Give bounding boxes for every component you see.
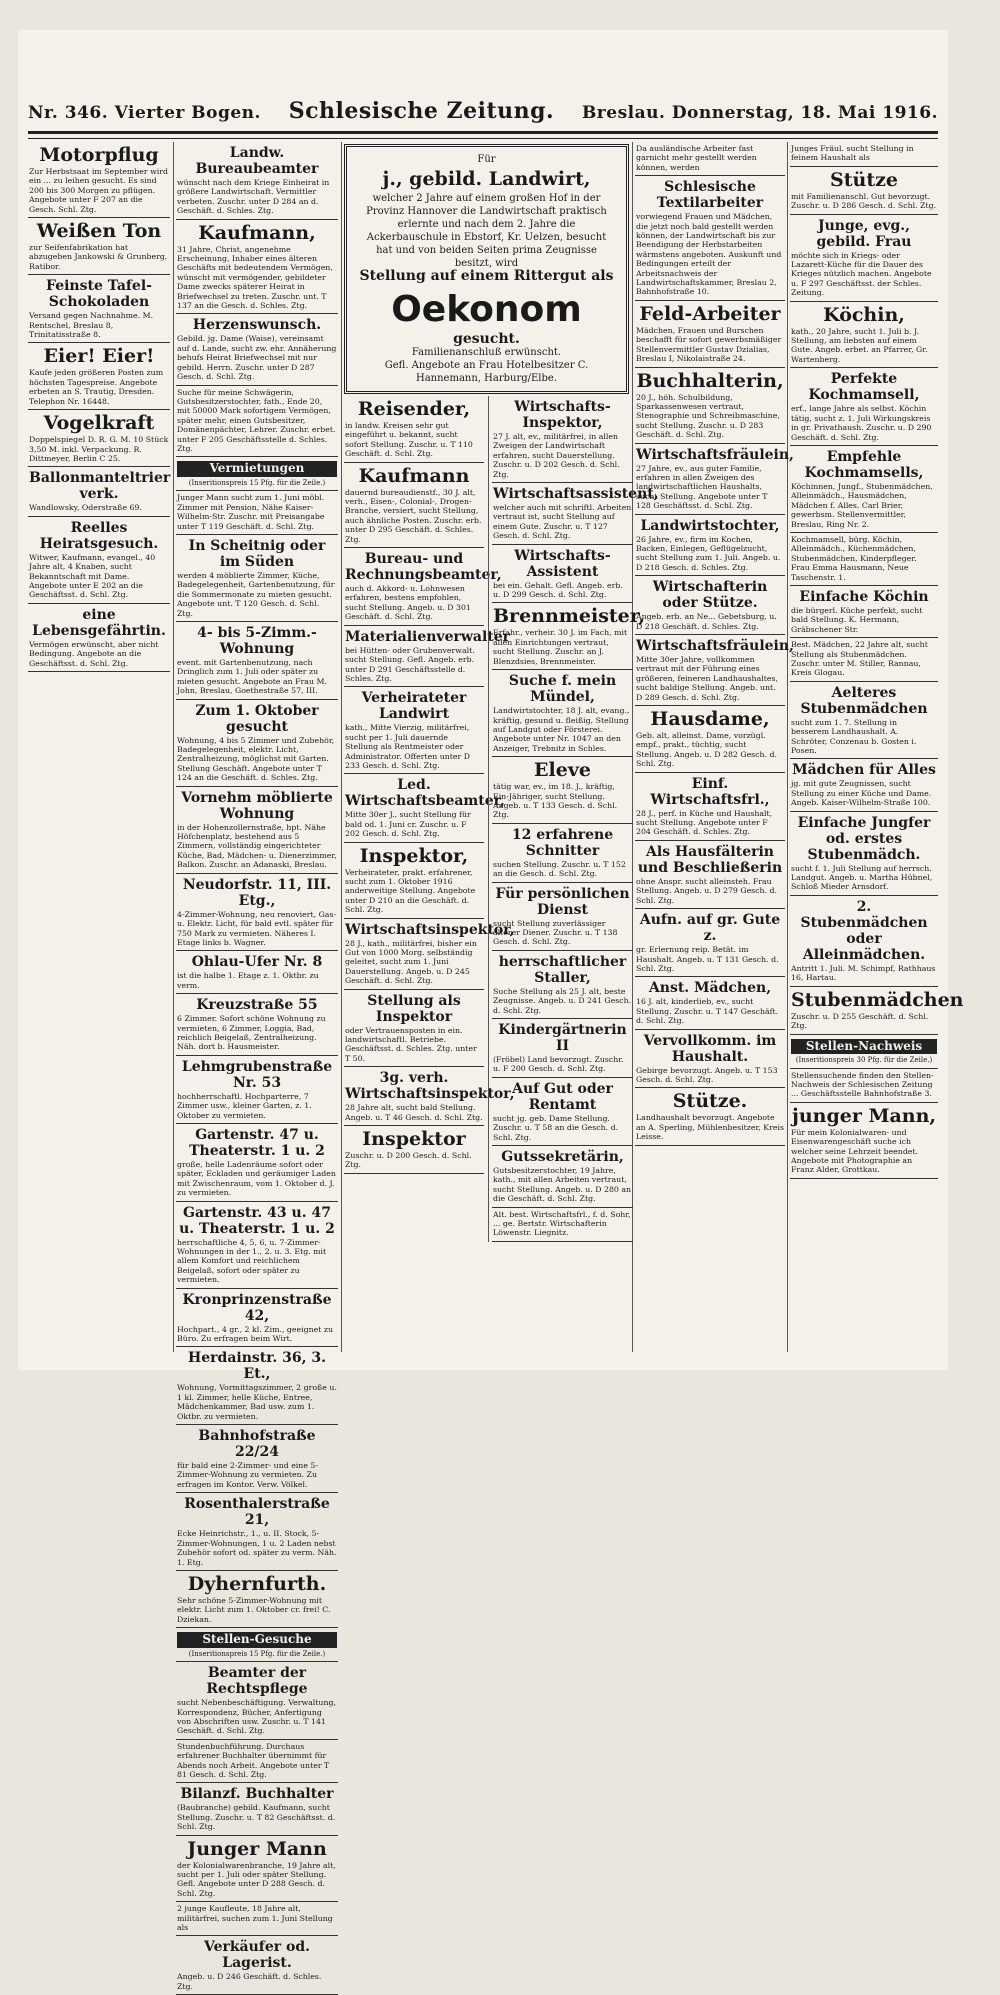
ad-text: sucht f. 1. Juli Stellung auf herrsch. Landgut. Angeb. u. Martha Hübnel, Schloß Mieder Arnsdorf. [791,863,933,892]
ad-headline: eine Lebensgefährtin. [32,606,166,639]
ad-text: Wohnung, 4 bis 5 Zimmer und Zubehör, Badegelegenheit, elektr. Licht, Zentralheizung, möglichst mit Garten. Stellung Geschäft. Angebote unter T 124 an die Geschäft. d. Schles. Ztg. [177,735,335,783]
ad-text: Gutsbesitzerstochter, 19 Jahre, kath., mit allen Arbeiten vertraut, sucht Stellung. Angeb. u. D 280 an die Geschäft. d. Schl. Ztg. [493,1166,632,1204]
feature-sought: gesucht. [453,331,520,347]
classified-ad [176,1936,338,1995]
ad-headline: Wirtschafts-Inspektor, [514,399,611,431]
classified-ad [176,1056,338,1124]
ad-text: Stellensuchende finden den Stellen-Nachweis der Schlesischen Zeitung ... Geschäftsstelle Bahnhofstraße 3. [791,1070,934,1099]
ad-headline: Rosenthalerstraße 21, [184,1496,330,1529]
ad-text: 28 J., perf. in Küche und Haushalt, sucht Stellung. Angebote unter F 204 Geschäft. d. Schles. Ztg. [636,808,773,837]
ad-text: Wohnung, Vormittagszimmer, 2 große u. 1 kl. Zimmer, helle Küche, Entree, Mädchenkammer, Bad usw. zum 1. Oktbr. zu vermieten. [177,1383,337,1421]
ad-headline: Schlesische Textilarbeiter [656,179,764,212]
ad-text: (Inseritionspreis 30 Pfg. für die Zeile.) [795,1055,933,1064]
classified-ad [344,626,511,688]
ad-text: die bürgerl. Küche perfekt, sucht bald Stellung. K. Hermann, Gräbschener Str. [791,605,923,634]
ad-text: in landw. Kreisen sehr gut eingeführt u. bekannt, sucht sofort Stellung. Zuschr. u. T 110 Geschäft. d. Schl. Ztg. [345,421,473,459]
classified-ad [176,700,338,787]
classified-ad [492,883,633,951]
feature-title: j., gebild. Landwirt, [382,168,591,190]
newspaper-title: Schlesische Zeitung. [288,98,555,124]
ad-headline: Landw. Bureaubeamter [195,145,319,177]
classified-ad [176,314,338,385]
ad-text: mit Familienanschl. Gut bevorzugt. Zuschr. u. D 286 Gesch. d. Schl. Ztg. [791,191,937,211]
column-divider [341,142,342,1352]
classified-ad [635,142,785,176]
classified-ad [492,1019,633,1078]
ad-text: Angeb. u. D 246 Geschäft. d. Schles. Ztg. [177,1972,322,1991]
ad-text: Mädchen, Frauen und Burschen beschafft für sofort gewerbsmäßiger Stellenvermittler Gustav Dzialias, Breslau I, Nikolaistraße 24. [636,325,782,364]
classified-ad [176,1783,338,1835]
classified-ad [28,343,170,410]
ad-text: Kaufe jeden größeren Posten zum höchsten Tagespreise. Angebote erbeten an S. Trautig, Dresden. Telephon Nr. 16448. [29,368,164,406]
ad-text: Zuschr. u. D 200 Gesch. d. Schl. Ztg. [345,1151,472,1170]
ad-text: Wandlowsky, Oderstraße 69. [29,503,142,513]
classified-ad [176,1628,338,1662]
ad-headline: Köchin, [823,303,905,326]
classified-ad [492,483,659,545]
ad-headline: Eleve [534,759,591,782]
ad-headline: Gutssekretärin, [501,1149,624,1166]
classified-ad [176,1289,338,1348]
classified-ad [344,774,505,842]
ad-headline: Kronprinzenstraße 42, [182,1291,332,1324]
ad-headline: Beamter der Rechtspflege [206,1665,308,1698]
ad-text: sucht Nebenbeschäftigung. Verwaltung, Korrespondenz, Bücher, Anfertigung von Abschriften usw. Zuschr. u. T 141 Geschäft. d. Schl. Ztg. [177,1698,336,1736]
ad-headline: Gartenstr. 43 u. 47 u. Theaterstr. 1 u. 2 [179,1204,335,1237]
column-5 [790,142,964,1352]
ad-headline: Kaufmann [358,464,470,487]
classified-ad [790,759,938,811]
classified-ad [176,386,338,458]
ad-headline: 3g. verh. Wirtschaftsinspektor, [345,1070,515,1103]
ad-text: 31 Jahre, Christ, angenehme Erscheinung, Inhaber eines älteren Geschäfts mit bedeutendem Vermögen, wünscht mit vermögender, gebildeter Dame zwecks späterer Heirat in Briefwechsel zu treten. Zuschr. unt. T 137 an die Gesch. d. Schles. Ztg. [177,244,333,311]
classified-ad [635,515,785,577]
ad-headline: Reisender, [357,398,471,420]
ad-text: Gebirge bevorzugt. Angeb. u. T 153 Gesch. d. Schl. Ztg. [636,1065,778,1084]
ad-text: (Fröbel) Land bevorzugt. Zuschr. u. F 200 Gesch. d. Schl. Ztg. [493,1055,624,1074]
ad-text: Landwirtstochter, 18 J. alt, evang., kräftig, gesund u. fleißig, Stellung auf Landgut oder Försterei. Angebote unter Nr. 1047 an den Anzeiger, Trebnitz in Schles. [493,706,630,753]
ad-headline: Perfekte Kochmamsell, [808,371,920,404]
classified-ad [492,603,645,670]
masthead [28,98,938,128]
ad-text: bei Hütten- oder Grubenverwalt. sucht Stellung. Gefl. Angeb. erb. unter D 291 Geschäftsstelle d. Schles. Ztg. [345,645,475,683]
classified-ad [790,812,938,896]
ad-text: Suche für meine Schwägerin, Gutsbesitzerstochter, fath., Ende 20, mit 50000 Mark sofortigem Vermögen, später mehr, einen Gutsbesitzer, Domänenpächter, Lehrer. Zuschr. erbet. unter F 205 Geschäftsstelle d. Schles. Ztg. [177,387,336,453]
ad-text: (Inseritionspreis 15 Pfg. für die Zeile.) [188,478,326,487]
classified-ad [28,467,170,516]
classified-ad [28,142,170,218]
issue-label: Nr. 346. Vierter Bogen. [28,103,261,123]
ad-headline: Stütze. [672,1090,748,1113]
ad-headline: Inspektor [362,1128,466,1151]
ad-text: Mitte 30er Jahre, vollkommen vertraut mit der Führung eines größeren, feineren Landhaushaltes, sucht baldige Stellung. Angeb. unt. D 289 Gesch. d. Schl. Ztg. [636,655,778,702]
classified-ad [790,533,938,586]
classified-ad [492,1208,633,1242]
ad-headline: Auf Gut oder Rentamt [512,1080,613,1113]
classified-ad [176,1571,338,1628]
classified-ad [790,1069,938,1103]
ad-text: sucht Stellung zuverlässiger älterer Diener. Zuschr. u. T 138 Gesch. d. Schl. Ztg. [493,918,618,947]
ad-text: 4-Zimmer-Wohnung, neu renoviert, Gas- u. Elektr. Licht, für bald evtl. später für 750 Mark zu vermieten. Näheres I. Etage links b. Wagner. [177,909,337,947]
ad-headline: Suche f. mein Mündel, [508,673,617,706]
ad-text: Angeb. erb. an Ne... Gebetsburg, u. D 218 Geschäft. d. Schles. Ztg. [636,612,777,631]
ad-text: ohne Anspr. sucht alleinsteh. Frau Stellung. Angeb. u. D 279 Gesch. d. Schl. Ztg. [636,876,777,905]
section-header: Vermietungen [177,461,337,476]
ad-text: kath., Mitte Vierzig, militärfrei, sucht per 1. Juli dauernde Stellung als Rentmeister oder Administrator. Offerten unter D 233 Gesch. d. Schl. Ztg. [345,723,470,770]
column-divider [787,142,788,1352]
ad-text: Alt. best. Wirtschaftsfrl., f. d. Sohr, ... ge. Bertstr. Wirtschafterin Löwenstr. Liegnitz. [493,1209,631,1238]
ad-text: jg. mit gute Zeugnissen, sucht Stellung zu einer Küche und Dame. Angeb. Kaiser-Wilhelm-Straße 100. [791,779,932,808]
ad-text: der Kolonialwarenbranche, 19 Jahre alt, sucht per 1. Juli oder später Stellung. Gefl. Angebote unter D 288 Gesch. d. Schl. Ztg. [177,1860,336,1898]
classified-ad [344,990,484,1068]
ad-text: bei ein. Gehalt. Gefl. Angeb. erb. u. D 299 Gesch. d. Schl. Ztg. [493,580,623,600]
ad-text: Sehr schöne 5-Zimmer-Wohnung mit elektr. Licht zum 1. Oktober cr. frei! C. Dziekan. [177,1595,331,1624]
ad-headline: Als Hausfälterin und Beschließerin [637,843,783,876]
classified-ad [176,457,338,491]
ad-headline: 2. Stubenmädchen oder Alleinmädchen. [800,898,928,963]
ad-text: welcher auch mit schriftl. Arbeiten vertraut ist, sucht Stellung auf einem Gute. Zuschr. u. T 127 Gesch. d. Schl. Ztg. [493,503,632,541]
ad-text: 16 J. alt, kinderlieb, ev., sucht Stellung. Zuschr. u. T 147 Geschäft. d. Schl. Ztg. [636,997,779,1026]
ad-text: oder Vertrauensposten in ein. landwirtschaftl. Betriebe. Geschäftsst. d. Schles. Ztg. unter T 50. [345,1025,477,1063]
ad-text: tätig war, ev., im 18. J., kräftig, Ein-Jähriger, sucht Stellung. Angeb. u. T 133 Gesch. d. Schl. Ztg. [493,782,618,820]
masthead-rule-thin [28,138,938,139]
ad-text: 20 J., höh. Schulbildung, Sparkassenwesen vertraut, Stenographie und Schreibmaschine, sucht Stellung. Zuschr. u. D 283 Geschäft. d. Schl. Ztg. [636,392,780,440]
classified-ad [790,896,938,987]
column-1 [28,142,170,1352]
ad-headline: Stütze [830,168,898,191]
ad-text: Landhaushalt bevorzugt. Angebote an A. Sperling, Mühlenbesitzer, Kreis Leisse. [636,1113,784,1142]
ad-headline: Kreuzstraße 55 [196,997,318,1014]
ad-text: Witwer, Kaufmann, evangel., 40 Jahre alt, 4 Knaben, sucht Bekanntschaft mit Dame. Angebote unter E 202 an die Geschäftsst. d. Schl. Ztg. [29,552,156,600]
ad-text: Suche Stellung als 25 J. alt, beste Zeugnisse. Angeb. u. D 241 Gesch. d. Schl. Ztg. [493,986,632,1015]
classified-ad [176,1202,338,1289]
ad-text: Für mein Kolonialwaren- und Eisenwarengeschäft suche ich welcher seine Lehrzeit beendet. Angebote mit Photographie an Franz Alder, Grottkau. [791,1127,919,1175]
ad-headline: Ballonmanteltrier verk. [29,470,171,503]
classified-ad [635,301,785,368]
ad-text: Versand gegen Nachnahme. M. Rentschel, Breslau 8, Trinitatisstraße 8. [29,311,154,340]
classified-ad [344,463,484,548]
feature-keyword: Oekonom [391,289,582,330]
classified-ad [28,604,170,672]
classified-ad [176,1124,338,1202]
classified-ad [492,757,633,824]
section-header: Stellen-Nachweis [791,1039,937,1054]
ad-text: suchen Stellung. Zuschr. u. T 152 an die Gesch. d. Schl. Ztg. [493,859,626,879]
classified-ad [176,491,338,535]
classified-ad [28,218,170,275]
ad-headline: Herzenswunsch. [192,317,322,334]
ad-text: 27 Jahre, ev., aus guter Familie, erfahren in allen Zweigen des landwirtschaftlichen Haushalts, sucht Stellung. Angebote unter T 128 Geschäftsst. d. Schl. Ztg. [636,463,768,511]
ad-headline: Eier! Eier! [43,345,155,368]
ad-headline: Aufn. auf gr. Gute z. [639,912,781,945]
ad-text: Ecke Heinrichstr., 1., u. II. Stock, 5-Zimmer-Wohnungen, 1 u. 2 Laden nebst Zubehör sofort od. später zu verm. Näh. 1. Etg. [177,1529,337,1567]
classified-ad [790,446,938,533]
ad-text: (Baubranche) gebild. Kaufmann, sucht Stellung. Zuschr. u. T 82 Geschäftsst. d. Schl. Ztg. [177,1803,336,1832]
ad-headline: Kindergärtnerin II [498,1022,627,1054]
featured-ad-oekonom [344,144,629,394]
ad-headline: Brennmeister, [493,605,645,628]
classified-ad [28,517,170,604]
ad-text: dauernd bureaudienstf., 30 J. alt, verh., Eisen-, Colonial-, Drogen-Branche, versiert, sucht Stellung, auch ähnliche Posten. Zuschr. erb. unter D 295 Geschäft. d. Schles. Ztg. [345,487,482,544]
ad-headline: Led. Wirtschaftsbeamter, [345,777,505,810]
column-3a [344,396,515,1242]
ad-headline: Für persönlichen Dienst [495,885,630,918]
ad-text: vorwiegend Frauen und Mädchen, die jetzt noch bald gestellt werden können, der Landwirtschaft bis zur Beendigung der Herbstarbeiten wärmstens angeboten. Auskunft und Bedingungen erteilt der Arbeitsnachweis der Landwirtschaftskammer, Breslau 2, Bahnhofstraße 10. [636,212,782,297]
section-header: Stellen-Gesuche [177,1632,337,1647]
ad-text: Stundenbuchführung. Durchaus erfahrener Buchhalter übernimmt für Abends noch Arbeit. Angebote unter T 81 Gesch. d. Schl. Ztg. [177,1741,330,1779]
classified-ad [344,843,484,919]
ad-headline: junger Mann, [791,1104,937,1127]
classified-ad [344,687,484,774]
classified-ad [635,1030,785,1089]
classified-ad [176,622,338,700]
ad-headline: Hausdame, [650,708,770,731]
classified-ad [492,1078,633,1146]
ad-headline: Bilanzf. Buchhalter [180,1786,334,1803]
ad-text: hochherrschaftl. Hochparterre, 7 Zimmer usw., kleiner Garten, z. 1. Oktober zu vermieten. [177,1091,312,1120]
ad-text: für bald eine 2-Zimmer- und eine 5-Zimmer-Wohnung zu vermieten. Zu erfragen im Kontor. Verw. Völkel. [177,1461,319,1489]
feature-body: welcher 2 Jahre auf einem großen Hof in der Provinz Hannover die Landwirtschaft praktisch erlernte und nach dem 2. Jahre die Ackerbauschule in Ebstorf, Kr. Uelzen, besucht hat und von beiden Seiten prima Zeugnisse besitzt, wird [366,193,607,269]
classified-ad [635,635,794,706]
ad-text: sucht jg. geb. Dame Stellung. Zuschr. u. T 58 an die Gesch. d. Schl. Ztg. [493,1113,619,1142]
ad-text: gr. Erlernung reip. Betät. im Haushalt. Angeb. u. T 131 Gesch. d. Schl. Ztg. [636,945,779,973]
feature-position: Stellung auf einem Rittergut als [359,268,614,284]
ad-text: möchte sich in Kriegs- oder Lazarett-Küche für die Dauer des Krieges nützlich machen. Angebote u. F 297 Geschäftsst. der Schles. Zeitung. [791,250,932,298]
classified-ad [176,994,338,1056]
ad-headline: Bahnhofstraße 22/24 [198,1428,316,1461]
classified-ad [635,1088,785,1145]
classified-ad [176,787,338,874]
ad-headline: Zum 1. Oktober gesucht [195,702,319,735]
ad-text: Junges Fräul. sucht Stellung in feinem Haushalt als [791,144,914,163]
classified-ad [790,987,964,1035]
ad-headline: Weißen Ton [36,220,162,243]
classified-ad [790,682,938,760]
column-3b [488,396,659,1242]
classified-ad [492,1146,633,1208]
ad-headline: Ohlau-Ufer Nr. 8 [191,954,323,971]
ad-headline: Materialienverwalter [345,628,511,645]
ad-text: Gebild. jg. Dame (Waise), vereinsamt auf d. Lande, sucht zw. ehr. Annäherung behufs Heirat Briefwechsel mit nur gebild. Herrn. Zuschr. unter D 287 Gesch. d. Schl. Ztg. [177,334,337,382]
ad-headline: Vervollkomm. im Haushalt. [643,1032,777,1065]
classified-ad [790,638,938,682]
ad-headline: Junge, evg., gebild. Frau [816,217,912,250]
classified-ad [344,396,484,463]
ad-headline: Junger Mann [187,1837,327,1860]
ad-text: Erfahr., verheir. 30 J. im Fach, mit allen Einrichtungen vertraut, sucht Stellung. Zuschr. an J. Blenzdsies, Brennmeister. [493,628,628,666]
ad-headline: Wirtschafterin oder Stütze. [652,579,768,612]
column-3 [344,142,659,1352]
classified-ad [790,586,938,638]
ad-headline: Einfache Jungfer od. erstes Stubenmädch. [797,814,931,863]
ad-text: 6 Zimmer. Sofort schöne Wohnung zu vermieten, 6 Zimmer, Loggia, Bad, reichlich Beigelaß, Zentralheizung. Näh. dort b. Hausmeister. [177,1014,326,1052]
classified-ad [176,220,338,315]
ad-headline: Einfache Köchin [799,588,929,605]
classified-ad [635,176,785,301]
classified-ad [492,670,633,757]
classified-ad [176,1740,338,1784]
classified-ad [176,1425,338,1493]
classified-ad [176,874,338,952]
ad-headline: Verheirateter Landwirt [361,690,467,723]
ad-headline: herrschaftlicher Staller, [498,953,627,986]
ad-headline: Wirtschaftsassistent, [493,486,659,503]
date-line: Breslau. Donnerstag, 18. Mai 1916. [581,103,938,123]
ad-text: (Inseritionspreis 15 Pfg. für die Zeile.) [188,1649,326,1658]
ad-text: Geb. alt, alleinst. Dame, vorzügl. empf., prakt., tüchtig, sucht Stellung. Angeb. u. D 282 Gesch. d. Schl. Ztg. [636,731,777,769]
ad-headline: Wirtschafts-Assistent [514,547,611,580]
classified-ad [790,142,938,167]
ad-headline: Kaufmann, [198,221,316,244]
ad-text: event. mit Gartenbenutzung, nach Dringlich zum 1. Juli oder später zu mieten gesucht. Angebote an Frau M. John, Breslau, Goethestraße 57, III. [177,658,327,696]
classified-ad [176,535,338,622]
classified-ad [635,706,785,773]
ad-headline: Reelles Heiratsgesuch. [39,519,159,552]
classified-ad [344,548,502,626]
classified-ad [176,1662,338,1740]
ad-text: Best. Mädchen, 22 Jahre alt, sucht Stellung als Stubenmädchen. Zuschr. unter M. Stiller, Rannau, Kreis Glogau. [791,640,928,678]
ad-text: sucht zum 1. 7. Stellung in besserem Landhaushalt. A. Schröter, Conzenau b. Gosten i. Posen. [791,717,917,756]
ad-headline: Feld-Arbeiter [639,302,781,325]
classified-ad [635,977,785,1029]
ad-headline: 12 erfahrene Schnitter [511,826,614,859]
ad-text: wünscht nach dem Kriege Einheirat in größere Landwirtschaft. Vermittler verbeten. Zuschr. unter D 284 an d. Geschäft. d. Schles. Ztg. [177,178,330,216]
ad-headline: Vornehm möblierte Wohnung [181,789,333,822]
classified-ad [492,396,633,483]
ad-text: Verheirateter, prakt. erfahrener, sucht zum 1. Oktober 1916 anderweitige Stellung. Angebote unter D 210 an die Geschäft. d. Schl. Ztg. [345,867,476,915]
ad-headline: Empfehle Kochmamsells, [804,448,924,481]
classified-ad [176,1836,338,1903]
classified-ad [344,919,515,990]
ad-headline: Aelteres Stubenmädchen [800,684,928,717]
ad-text: große, helle Ladenräume sofort oder später, Eckladen und geräumiger Laden mit Zwischenraum, vom 1. Oktober d. J. zu vermieten. [177,1159,336,1198]
ad-text: 28 J., kath., militärfrei, bisher ein Gut von 1000 Morg. selbständig geleitet, sucht zum 1. Juni Dauerstellung. Angeb. u. D 245 Geschäft. d. Schl. Ztg. [345,938,477,986]
ad-text: 28 Jahre alt, sucht bald Stellung. Angeb. u. T 46 Gesch. d. Schl. Ztg. [345,1103,483,1122]
classified-ad [492,951,633,1019]
ad-headline: In Scheitnig oder im Süden [188,537,326,570]
column-4 [635,142,794,1352]
ad-text: Antritt 1. Juli. M. Schimpf, Rathhaus 16, Hartau. [791,963,936,983]
ad-text: werden 4 möblierte Zimmer, Küche, Badegelegenheit, Gartenbenutzung, für die Sommermonate zu mieten gesucht. Angebote unt. T 120 Gesch. d. Schl. Ztg. [177,570,335,618]
ad-text: herrschaftliche 4, 5, 6, u. 7-Zimmer-Wohnungen in der 1., 2. u. 3. Etg. mit allem Komfort und reichlichem Beigelaß, sofort oder später zu vermieten. [177,1237,327,1285]
ad-headline: Mädchen für Alles [792,762,936,779]
ad-text: Kochmamsell, bürg. Köchin, Alleinmädch., Küchenmädchen, Stubenmädchen, Kinderpfleger. Frau Emma Hausmann, Neue Taschenstr. 1. [791,534,917,582]
newspaper-page [18,30,964,1991]
ad-text: 26 Jahre, ev., firm im Kochen, Backen, Einlegen, Geflügelzucht, sucht Stellung zum 1. Juli. Angeb. u. D 218 Gesch. d. Schles. Ztg. [636,534,781,572]
ad-text: auch d. Akkord- u. Lohnwesen erfahren, bestens empfohlen, sucht Stellung. Angeb. u. D 301 Geschäft. d. Schl. Ztg. [345,584,471,622]
classified-ad [176,1902,338,1936]
ad-headline: Inspektor, [359,844,469,867]
column-divider [173,142,174,1352]
classified-ad [790,368,938,446]
classified-ad [635,368,785,444]
column-2 [176,142,338,1991]
classified-ad [176,142,338,220]
classified-ad [790,302,938,369]
ad-headline: Neudorfstr. 11, III. Etg., [182,876,332,909]
ad-headline: Lehmgrubenstraße Nr. 53 [181,1058,333,1091]
classified-ad [635,841,785,909]
ad-text: Vermögen erwünscht, aber nicht Bedingung. Angebote an die Geschäftsst. d. Schl. Ztg. [29,639,159,668]
ad-headline: Stubenmädchen [791,988,964,1011]
ad-headline: Wirtschaftsinspektor, [345,921,515,938]
ad-headline: Gartenstr. 47 u. Theaterstr. 1 u. 2 [189,1126,325,1159]
classified-ad [790,167,938,215]
ad-headline: Stellung als Inspektor [367,992,461,1025]
classified-ad [635,909,785,977]
feature-family: Familienanschluß erwünscht. [411,347,562,358]
ad-text: Zur Herbstsaat im September wird ein ... zu leihen gesucht. Es sind 200 bis 300 Morgen zu pflügen. Angebote unter F 207 an die Gesch. Schl. Ztg. [29,167,168,214]
ad-text: Da ausländische Arbeiter fast garnicht mehr gestellt werden können, werden [636,144,757,172]
classified-ad [635,773,785,841]
ad-headline: Buchhalterin, [636,369,784,392]
ad-text: Köchinnen, Jungf., Stubenmädchen, Alleinmädch., Hausmädchen, Mädchen f. Alles. Carl Brier, gewerbsm. Stellenvermittler, Breslau, Ring Nr. 2. [791,481,933,529]
ad-headline: Dyhernfurth. [187,1572,327,1595]
ad-text: ist die halbe 1. Etage z. 1. Oktbr. zu verm. [177,971,319,990]
ad-text: 27 J. alt, ev., militärfrei, in allen Zweigen der Landwirtschaft erfahren, sucht Dauerstellung. Zuschr. u. D 202 Gesch. d. Schl. Ztg. [493,432,620,479]
ad-text: Junger Mann sucht zum 1. Juni möbl. Zimmer mit Pension, Nähe Kaiser-Wilhelm-Str. Zuschr. mit Preisangabe unter T 119 Geschäft. d. Schl. Ztg. [177,493,325,531]
classified-ad [790,1035,938,1069]
classified-ad [790,1103,938,1179]
ad-text: 2 junge Kaufleute, 18 Jahre alt, militärfrei, suchen zum 1. Juni Stellung als [177,1904,333,1933]
masthead-rule [28,131,938,134]
ad-headline: Anst. Mädchen, [648,980,772,997]
ad-text: Mitte 30er J., sucht Stellung für bald od. 1. Juni cr. Zuschr. u. F 202 Gesch. d. Schl. Ztg. [345,810,471,839]
classified-ad [635,576,785,635]
ad-text: kath., 20 Jahre, sucht 1. Juli b. J. Stellung, am liebsten auf einem Gute. Angeb. erbet. an Pfarrer, Gr. Wartenberg. [791,326,928,364]
ad-text: Doppelspiegel D. R. G. M. 10 Stück 3,50 M. inkl. Verpackung. R. Dittmeyer, Berlin C 25. [29,435,169,463]
feature-for: Für [477,154,496,165]
ad-text: Hochpart., 4 gr., 2 kl. Zim., geeignet zu Büro. Zu erfragen beim Wirt. [177,1324,333,1344]
ad-headline: Einf. Wirtschaftsfrl., [650,775,770,808]
ad-headline: Feinste Tafel-Schokoladen [46,278,152,311]
ad-text: zur Seifenfabrikation hat abzugeben Jankowski & Grunberg, Ratibor. [29,243,168,271]
ad-headline: 4- bis 5-Zimm.-Wohnung [197,625,317,657]
classified-ad [28,275,170,343]
classified-ad [176,951,338,994]
ad-text: erf., lange Jahre als selbst. Köchin tätig, sucht z. 1. Juli Wirkungskreis in gr. Privathaush. Zuschr. u. D 290 Geschäft. d. Schl. Ztg. [791,404,932,442]
classified-ad [492,824,633,883]
classified-ad [344,1067,515,1126]
ad-headline: Verkäufer od. Lagerist. [204,1939,310,1972]
ad-headline: Motorpflug [39,144,159,166]
ad-headline: Landwirtstochter, [640,517,780,534]
classified-ad [176,1347,338,1425]
ad-headline: Wirtschaftsfräulein, [636,446,794,463]
classified-ad [635,444,794,515]
ad-headline: Herdainstr. 36, 3. Et., [188,1350,326,1383]
classified-ad [176,1493,338,1571]
ad-headline: Bureau- und Rechnungsbeamter, [345,551,502,584]
ad-text: Zuschr. u. D 255 Geschäft. d. Schl. Ztg. [791,1011,929,1031]
classified-ad [492,545,633,604]
feature-contact: Gefl. Angebote an Frau Hotelbesitzer C. Hannemann, Harburg/Elbe. [384,360,589,384]
ad-headline: Wirtschaftsfräulein, [636,638,794,654]
ad-text: in der Hohenzollernstraße, hpt. Nähe Höfchenplatz, bestehend aus 5 Zimmern, vollständig eingerichteter Küche, Bad, Mädchen- u. Dienerzimmer, Balkon. Zuschr. an Adanaski, Breslau. [177,822,337,870]
classified-ad [790,215,938,302]
classified-ad [28,410,170,467]
classified-ad [344,1126,484,1174]
ad-headline: Vogelkraft [43,412,155,435]
